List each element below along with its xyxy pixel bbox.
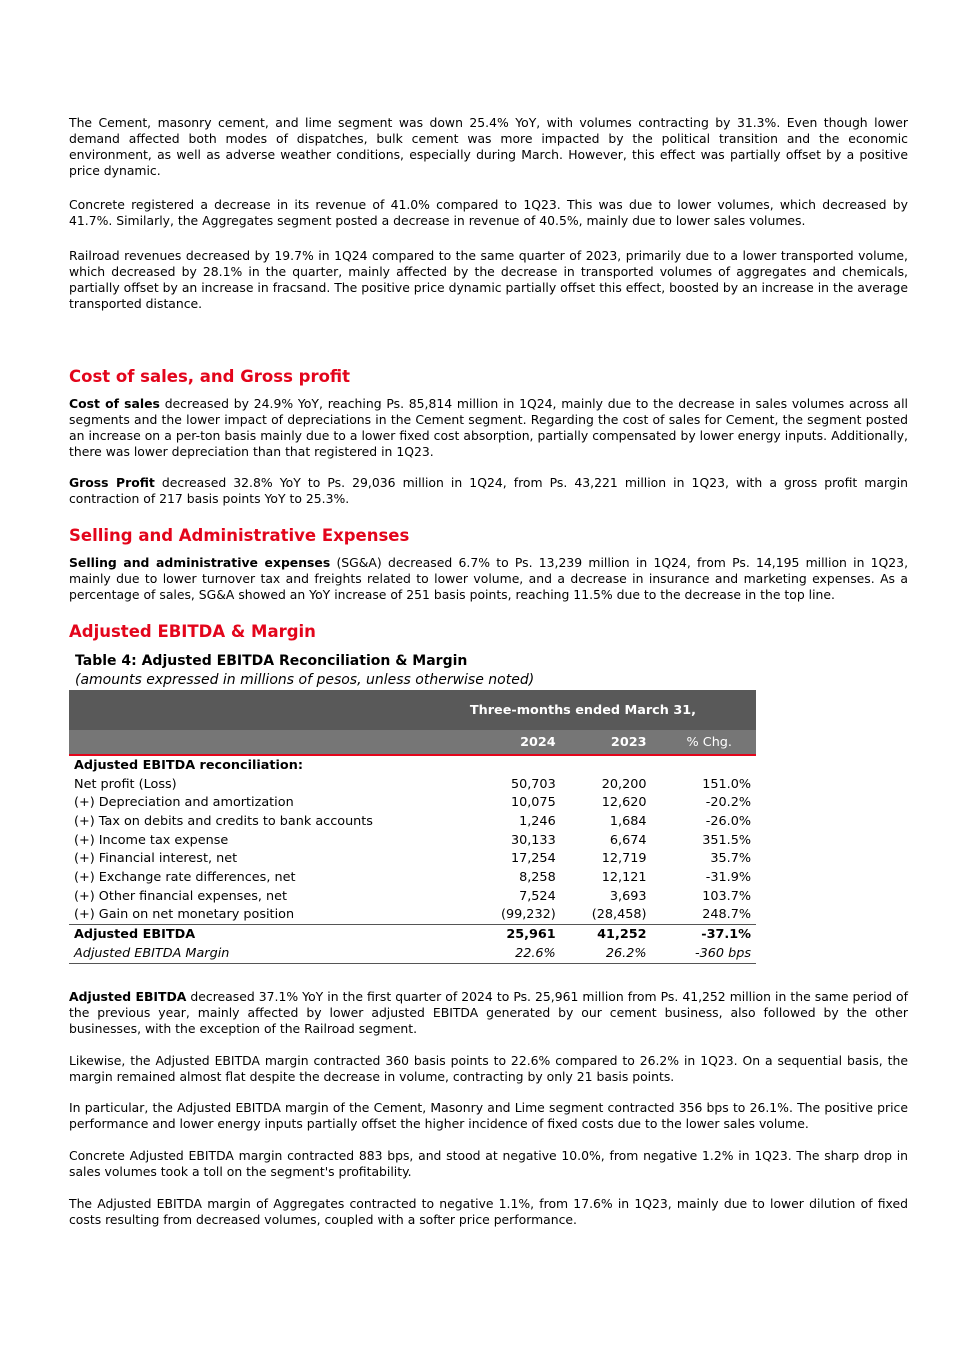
col-2023: 2023 xyxy=(561,730,652,755)
margin-row xyxy=(69,944,756,963)
paragraph-cost-of-sales xyxy=(69,396,908,460)
row-label: Net profit (Loss) xyxy=(74,776,177,792)
value-2024: 30,133 xyxy=(510,832,556,848)
table-row xyxy=(69,868,756,887)
paragraph-text: (SG&A) decreased 6.7% to Ps. 13,239 million in 1Q24, from Ps. 14,195 million in 1Q23, mainly due to lower turnover tax and freights related to lower volume, and a decrease in insurance and marketing expenses. As a percentage of sales, SG&A showed an YoY increase of 251 basis points, reaching 11.5% due to the decrease in the top line. xyxy=(69,555,909,602)
bold-term: Gross Profit xyxy=(69,475,155,490)
paragraph-text: decreased 37.1% YoY in the first quarter of 2024 to Ps. 25,961 million from Ps. 41,252 million in the same period of the previous year, mainly affected by lower adjusted EBITDA generated by our cement business, also followed by the other businesses, with the exception of the Railroad segment. xyxy=(69,989,908,1036)
value-2024: 17,254 xyxy=(510,851,556,867)
col-chg: % Chg. xyxy=(652,730,756,755)
table-row xyxy=(69,812,756,831)
value-2023: 3,693 xyxy=(609,888,647,904)
value-chg: 103.7% xyxy=(702,888,751,904)
value-2023: 20,200 xyxy=(601,776,647,792)
paragraph-text: decreased 32.8% YoY to Ps. 29,036 million in 1Q24, from Ps. 43,221 million in 1Q23, with a gross profit margin contraction of 217 basis points YoY to 25.3%. xyxy=(69,475,909,506)
value-chg: -360 bps xyxy=(652,944,756,963)
paragraph-sga xyxy=(69,555,908,603)
table-row xyxy=(69,831,756,850)
value-chg: 35.7% xyxy=(710,851,751,867)
table-row xyxy=(69,906,756,925)
value-chg: -20.2% xyxy=(705,795,751,811)
row-label: (+) Gain on net monetary position xyxy=(74,907,295,923)
value-2024: (99,232) xyxy=(500,907,556,923)
row-label: (+) Other financial expenses, net xyxy=(74,888,288,904)
row-label: Adjusted EBITDA xyxy=(69,925,470,944)
value-2023: 26.2% xyxy=(561,944,652,963)
row-label: (+) Depreciation and amortization xyxy=(74,795,294,811)
table-row xyxy=(69,775,756,794)
value-2024: 22.6% xyxy=(470,944,561,963)
value-2024: 1,246 xyxy=(519,813,556,829)
heading-cost-of-sales: Cost of sales, and Gross profit xyxy=(69,367,351,386)
table-row xyxy=(69,887,756,906)
value-2024: 25,961 xyxy=(470,925,561,944)
row-label: (+) Income tax expense xyxy=(74,832,229,848)
value-2023: 12,620 xyxy=(601,795,647,811)
paragraph-concrete-margin: Concrete Adjusted EBITDA margin contracted 883 bps, and stood at negative 10.0%, from negative 1.2% in 1Q23. The sharp drop in sales volumes took a toll on the segment's profitability. xyxy=(69,1148,908,1179)
value-2023: 41,252 xyxy=(561,925,652,944)
value-chg: -31.9% xyxy=(705,869,751,885)
value-2024: 50,703 xyxy=(510,776,556,792)
table-subtitle: (amounts expressed in millions of pesos, unless otherwise noted) xyxy=(75,672,535,688)
paragraph-text: decreased by 24.9% YoY, reaching Ps. 85,814 million in 1Q24, mainly due to the decrease in sales volumes across all segments and the lower impact of depreciations in the Cement segment. Regarding the cost of sales for Cement, the segment posted an increase on a per-ton basis mainly due to a lower fixed cost absorption, partially compensated by lower energy inputs. Additionally, there was lower depreciation than that registered in 1Q23. xyxy=(69,396,908,459)
bold-term: Adjusted EBITDA xyxy=(69,989,187,1004)
table-title: Table 4: Adjusted EBITDA Reconciliation & Margin xyxy=(75,653,468,669)
paragraph-aggregates-margin: The Adjusted EBITDA margin of Aggregates contracted to negative 1.1%, from 17.6% in 1Q23, mainly due to lower dilution of fixed costs resulting from decreased volumes, coupled with a softer price performance. xyxy=(69,1196,908,1227)
value-2023: 6,674 xyxy=(609,832,647,848)
value-chg: -26.0% xyxy=(705,813,751,829)
ebitda-table xyxy=(69,690,756,964)
paragraph-concrete: Concrete registered a decrease in its revenue of 41.0% compared to 1Q23. This was due to lower volumes, which decreased by 41.7%. Similarly, the Aggregates segment posted a decrease in revenue of 40.5%, mainly due to lower sales volumes. xyxy=(69,197,908,228)
paragraph-ebitda xyxy=(69,989,908,1037)
value-chg: 351.5% xyxy=(702,832,751,848)
period-header: Three-months ended March 31, xyxy=(470,690,756,730)
value-2023: 1,684 xyxy=(609,813,647,829)
row-label: (+) Tax on debits and credits to bank accounts xyxy=(74,813,373,829)
paragraph-gross-profit xyxy=(69,475,908,507)
bold-term: Cost of sales xyxy=(69,396,160,411)
value-2023: 12,719 xyxy=(601,851,647,867)
value-2024: 8,258 xyxy=(519,869,556,885)
value-2023: 12,121 xyxy=(601,869,647,885)
paragraph-cement: The Cement, masonry cement, and lime segment was down 25.4% YoY, with volumes contracting by 31.3%. Even though lower demand affected both modes of dispatches, bulk cement was more impacted by the political transition and the economic environment, as well as adverse weather conditions, especially during March. However, this effect was partially offset by a positive price dynamic. xyxy=(69,115,908,178)
section-label: Adjusted EBITDA reconciliation: xyxy=(74,757,303,773)
col-2024: 2024 xyxy=(470,730,561,755)
value-chg: 151.0% xyxy=(702,776,751,792)
table-row xyxy=(69,849,756,868)
value-2024: 10,075 xyxy=(510,795,556,811)
value-2024: 7,524 xyxy=(519,888,556,904)
heading-ebitda: Adjusted EBITDA & Margin xyxy=(69,622,316,641)
bold-term: Selling and administrative expenses xyxy=(69,555,331,570)
row-label: (+) Exchange rate differences, net xyxy=(74,869,296,885)
table-row xyxy=(69,793,756,812)
value-chg: 248.7% xyxy=(702,907,751,923)
value-2023: (28,458) xyxy=(591,907,647,923)
paragraph-cement-margin: In particular, the Adjusted EBITDA margin of the Cement, Masonry and Lime segment contracted 356 bps to 26.1%. The positive price performance and lower energy inputs partially offset the higher incidence of fixed costs due to the lower sales volume. xyxy=(69,1100,908,1131)
paragraph-railroad: Railroad revenues decreased by 19.7% in 1Q24 compared to the same quarter of 2023, primarily due to a lower transported volume, which decreased by 28.1% in the quarter, mainly affected by the decrease in transported volumes of aggregates and chemicals, partially offset by an increase in fracsand. The positive price dynamic partially offset this effect, boosted by an increase in the average transported distance. xyxy=(69,248,908,311)
row-label: Adjusted EBITDA Margin xyxy=(69,944,470,963)
heading-sga: Selling and Administrative Expenses xyxy=(69,526,410,545)
value-chg: -37.1% xyxy=(652,925,756,944)
total-row xyxy=(69,925,756,944)
paragraph-margin: Likewise, the Adjusted EBITDA margin contracted 360 basis points to 22.6% compared to 26.2% in 1Q23. On a sequential basis, the margin remained almost flat despite the decrease in volume, contracting by only 21 basis points. xyxy=(69,1053,908,1084)
row-label: (+) Financial interest, net xyxy=(74,851,238,867)
